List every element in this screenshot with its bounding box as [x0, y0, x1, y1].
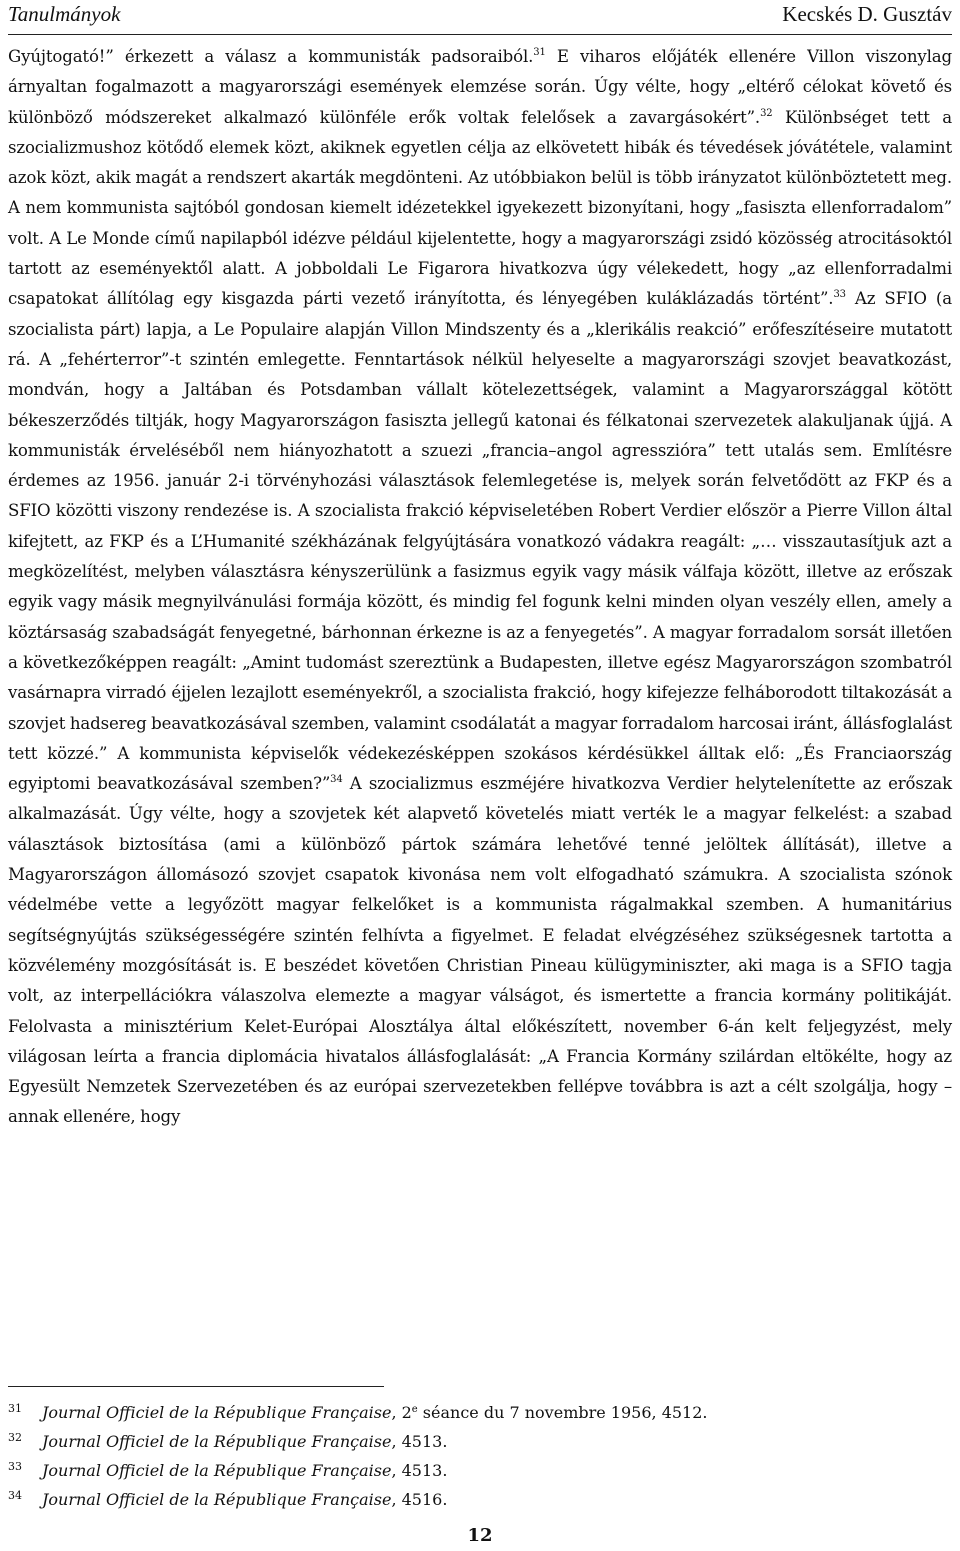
footnote-31 — [8, 1398, 952, 1427]
footnote-ref-31[interactable]: 31 — [533, 47, 546, 58]
footnote-ref-32[interactable]: 32 — [760, 107, 773, 119]
text-segment: Gyújtogató!” érkezett a válasz a kommunisták padsoraiból. — [8, 47, 534, 66]
text-segment: E viharos előjáték ellenére Villon viszonylag árnyaltan fogalmazott a magyarországi események elemzése során. Úgy vélte, hogy „eltérő célokat követő és különböző módszereket alkalmazó különféle erők voltak felelősek a zavargásokért”. — [8, 47, 952, 127]
body-text — [8, 42, 952, 1133]
text-segment: Az SFIO (a szocialista párt) lapja, a Le Populaire alapján Villon Mindszenty és a „klerikális reakció” erőfeszítéseire mutatott rá. A „fehérterror”-t szintén emlegette. Fenntartások nélkül helyeselte a magyarországi szovjet beavatkozást, mondván, hogy a Jaltában és Potsdamban vállalt kötelezettségek, valamint a Magyarországgal kötött békeszerződés tiltják, hogy Magyarországon fasiszta jellegű katonai és félkatonai szervezetek alakuljanak újjá. A kommunisták érveléséből nem hiányozhatott a szuezi „francia–angol agresszióra” tett utalás sem. Említésre érdemes az 1956. január 2-i törvényhozási választások felemlegetése is, melyek során felvetődött az FKP és a SFIO közötti viszony rendezése is. A szocialista frakció képviseletében Robert Verdier először a Pierre Villon által kifejtett, az FKP és a L’Humanité székházának felgyújtására vonatkozó vádakra reagált: „… visszautasítjuk azt a megközelítést, melyben választásra kényszerülünk a fasizmus egyik vagy másik válfaja között, illetve az erőszak egyik vagy másik megnyilvánulási formája között, és mindig fel fogunk kelni minden olyan veszély ellen, amely a köztársaság szabadságát fenyegetné, bárhonnan érkezne is az a fenyegetés”. A magyar forradalom sorsát illetően a következőképpen reagált: „Amint tudomást szereztünk a Budapesten, illetve egész Magyarországon szombatról vasárnapra virradó éjjelen lezajlott eseményekről, a szocialista frakció, hogy kifejezze felháborodott tiltakozását a szovjet hadsereg beavatkozásával szemben, valamint csodálatát a magyar forradalom harcosai iránt, állásfoglalást tett közzé.” A kommunista képviselők védekezésképpen szokásos kérdésükkel álltak elő: „És Franciaország egyiptomi beavatkozásával szemben?” — [8, 289, 952, 794]
footnote-text: , 2 — [391, 1403, 412, 1422]
footnote-33 — [8, 1456, 952, 1485]
footnote-32 — [8, 1427, 952, 1456]
footnote-text: séance du 7 novembre 1956, 4512. — [417, 1403, 708, 1422]
text-segment: A szocializmus eszméjére hivatkozva Verdier helytelenítette az erőszak alkalmazását. Úgy vélte, hogy a szovjetek két alapvető követelés miatt verték le a magyar felkelést: a szabad választások biztosítása (ami a különböző pártok számára lehetővé tenné jelöltek állítását), illetve a Magyarországon állomásozó szovjet csapatok kivonása nem volt elfogadható számukra. A szocialista szónok védelmébe vette a legyőzött magyar felkelőket is a kommunista rágalmakkal szemben. A humanitárius segítségnyújtás szükségességére szintén felhívta a figyelmet. E feladat elvégzéséhez szükségesnek tartotta a közvélemény mozgósítását is. E beszédet követően Christian Pineau külügyminiszter, aki maga is a SFIO tagja volt, az interpellációkra válaszolva elemezte a magyar válságot, és ismertette a francia kormány politikáját. Felolvasta a minisztérium Kelet-Európai Alosztálya által előkészített, november 6-án kelt feljegyzést, mely világosan leírta a francia diplomácia hivatalos állásfoglalását: „A Francia Kormány szilárdan eltökélte, hogy az Egyesült Nemzetek Szervezetében és az európai szervezetekben fellépve továbbra is azt a célt szolgálja, hogy – annak ellenére, hogy — [8, 774, 952, 1127]
footnote-separator — [8, 1386, 384, 1387]
footnote-number: 33 — [8, 1460, 22, 1473]
footnote-number: 34 — [8, 1489, 22, 1502]
footnote-text: , 4513. — [391, 1461, 448, 1480]
running-header — [8, 0, 952, 35]
paragraph — [8, 42, 952, 1133]
text-segment: Különbséget tett a szocializmushoz kötődő elemek közt, akiknek egyetlen célja az elkövetett hibák és tévedések jóvátétele, valamint azok közt, akik magát a rendszert akarták megdönteni. Az utóbbiakon belül is több irányzatot különböztetett meg. A nem kommunista sajtóból gondosan kiemelt idézetekkel igyekezett bizonyítani, hogy „fasiszta ellenforradalom” volt. A Le Monde című napilapból idézve például kijelentette, hogy a magyarországi zsidó közösség atrocitásoktól tartott az eseményektől alatt. A jobboldali Le Figarora hivatkozva úgy vélekedett, hogy „az ellenforradalmi csapatokat állítólag egy kisgazda párti vezető irányította, és lényegében kuláklázadás történt”. — [8, 107, 952, 309]
footnote-source-title: Journal Officiel de la République Française — [42, 1432, 392, 1451]
page-number: 12 — [467, 1525, 493, 1546]
section-label: Tanulmányok — [8, 2, 121, 26]
footnote-number: 32 — [8, 1431, 22, 1444]
footnote-superscript: e — [411, 1404, 418, 1415]
footnote-34 — [8, 1485, 952, 1514]
footnote-source-title: Journal Officiel de la République Française — [42, 1403, 392, 1422]
footnote-source-title: Journal Officiel de la République Française — [42, 1461, 392, 1480]
footnote-ref-33[interactable]: 33 — [833, 289, 846, 301]
author-name: Kecskés D. Gusztáv — [782, 2, 952, 26]
footnote-ref-34[interactable]: 34 — [330, 774, 343, 786]
footnote-number: 31 — [8, 1402, 22, 1415]
footnote-text: , 4513. — [391, 1432, 448, 1451]
footnote-source-title: Journal Officiel de la République Française — [42, 1490, 392, 1509]
footnotes — [8, 1398, 952, 1514]
footnote-text: , 4516. — [391, 1490, 448, 1509]
